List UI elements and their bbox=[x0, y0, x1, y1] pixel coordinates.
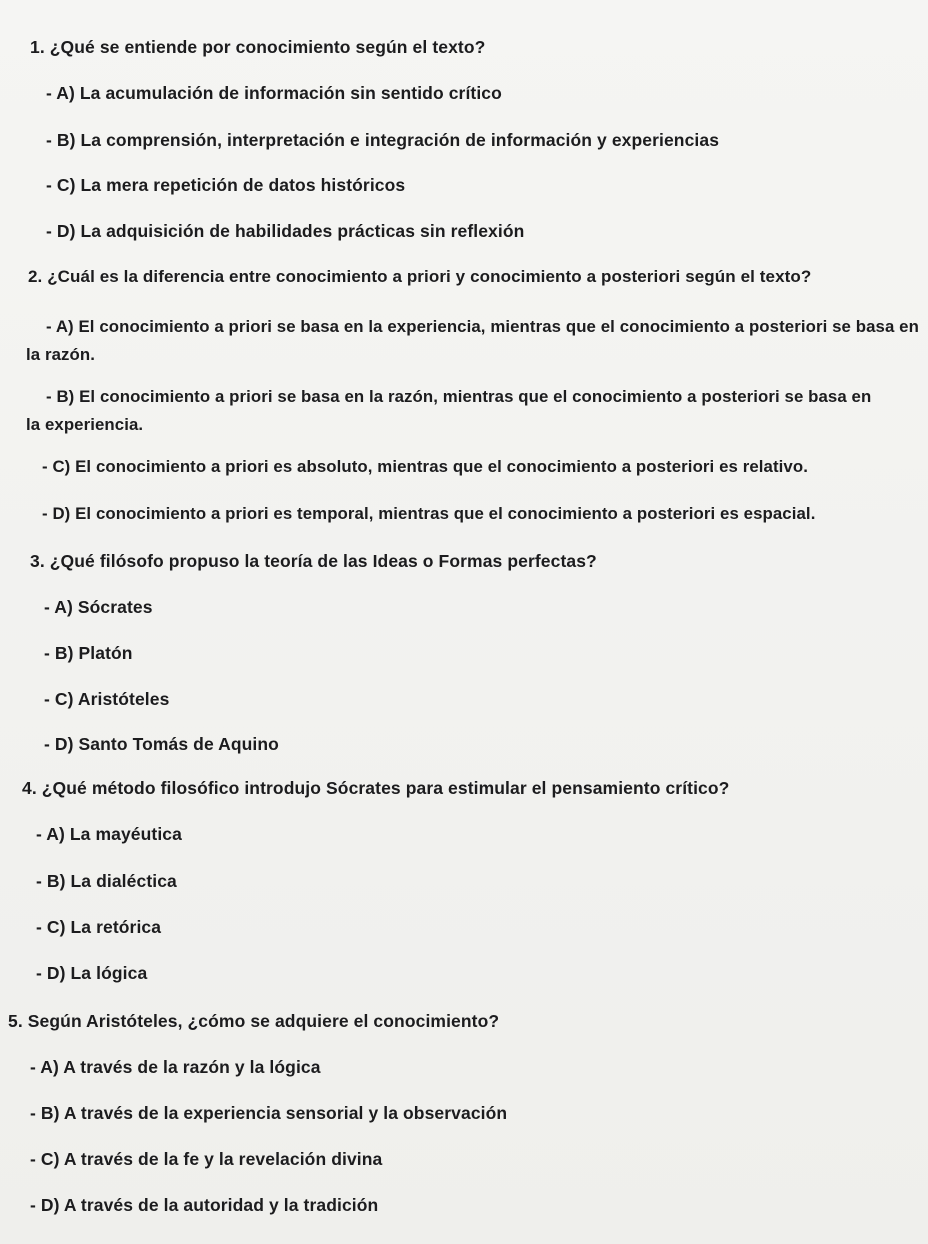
question-5-option-b: - B) A través de la experiencia sensorial y la observación bbox=[30, 1103, 508, 1123]
question-4-option-d: - D) La lógica bbox=[36, 963, 148, 983]
question-5: 5. Según Aristóteles, ¿cómo se adquiere el conocimiento? bbox=[8, 1011, 500, 1031]
question-3: 3. ¿Qué filósofo propuso la teoría de las Ideas o Formas perfectas? bbox=[30, 551, 597, 571]
question-2-option-a: - A) El conocimiento a priori se basa en la experiencia, mientras que el conocimiento a posteriori se basa en la razón. bbox=[26, 317, 919, 364]
question-5-option-a: - A) A través de la razón y la lógica bbox=[30, 1057, 321, 1077]
question-3-option-d: - D) Santo Tomás de Aquino bbox=[44, 734, 279, 754]
question-1-option-c: - C) La mera repetición de datos históricos bbox=[46, 175, 406, 195]
question-2: 2. ¿Cuál es la diferencia entre conocimiento a priori y conocimiento a posteriori según el texto? bbox=[28, 267, 812, 286]
question-4-option-a: - A) La mayéutica bbox=[36, 824, 182, 844]
question-1-option-a: - A) La acumulación de información sin sentido crítico bbox=[46, 83, 502, 103]
question-4-option-b: - B) La dialéctica bbox=[36, 871, 177, 891]
question-4-option-c: - C) La retórica bbox=[36, 917, 162, 937]
question-2-option-b: - B) El conocimiento a priori se basa en la razón, mientras que el conocimiento a posteriori se basa en la experiencia. bbox=[26, 387, 872, 434]
question-2-option-c: - C) El conocimiento a priori es absoluto, mientras que el conocimiento a posteriori es relativo. bbox=[42, 457, 808, 476]
question-2-option-d: - D) El conocimiento a priori es temporal, mientras que el conocimiento a posteriori es espacial. bbox=[42, 504, 816, 523]
question-4: 4. ¿Qué método filosófico introdujo Sócrates para estimular el pensamiento crítico? bbox=[22, 778, 730, 798]
question-5-option-d: - D) A través de la autoridad y la tradición bbox=[30, 1195, 379, 1215]
question-3-option-c: - C) Aristóteles bbox=[44, 689, 170, 709]
question-1: 1. ¿Qué se entiende por conocimiento según el texto? bbox=[30, 37, 486, 57]
question-3-option-a: - A) Sócrates bbox=[44, 597, 153, 617]
question-5-option-c: - C) A través de la fe y la revelación divina bbox=[30, 1149, 383, 1169]
question-3-option-b: - B) Platón bbox=[44, 643, 133, 663]
question-1-option-d: - D) La adquisición de habilidades prácticas sin reflexión bbox=[46, 221, 525, 241]
question-1-option-b: - B) La comprensión, interpretación e integración de información y experiencias bbox=[46, 130, 720, 150]
